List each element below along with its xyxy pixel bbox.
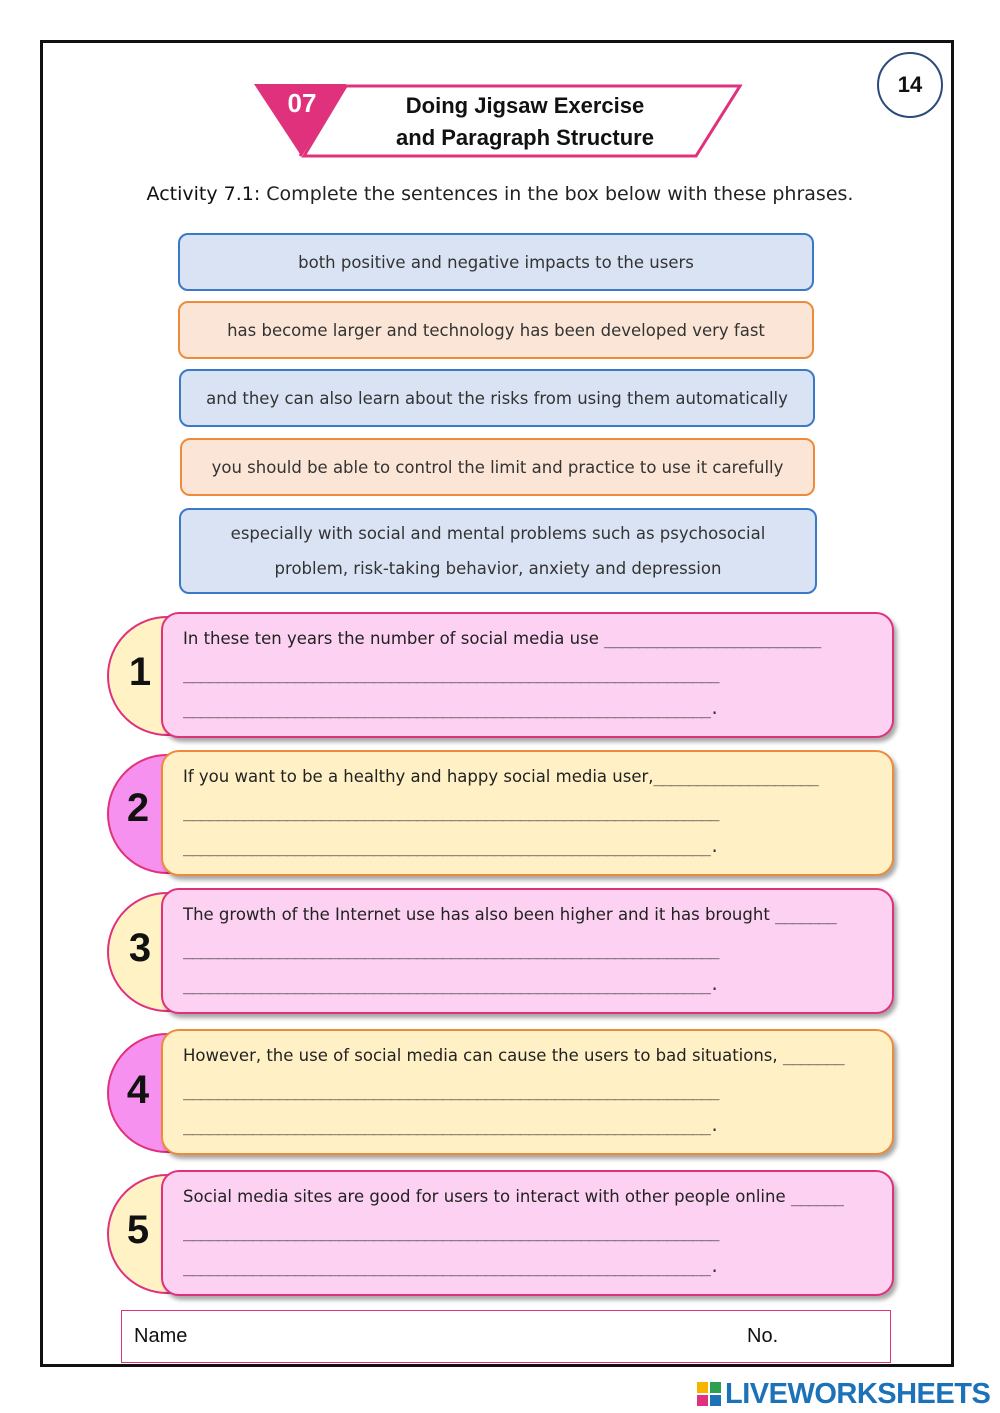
sentence-line-1	[183, 1186, 872, 1221]
answer-blank[interactable]: _______	[775, 905, 836, 924]
item-number-5: 5	[126, 1208, 150, 1252]
title-line-2: and Paragraph Structure	[396, 125, 654, 150]
name-label: Name	[134, 1325, 188, 1347]
sentence-card-1[interactable]	[161, 612, 894, 738]
phrase-box-2[interactable]	[178, 301, 814, 359]
item-number-4: 4	[126, 1068, 150, 1112]
activity-label: Activity 7.1:	[146, 183, 261, 205]
phrase-box-4[interactable]	[180, 438, 815, 496]
sentence-line-1	[183, 1045, 872, 1080]
sentence-card-2[interactable]	[161, 750, 894, 876]
phrase-text: you should be able to control the limit and practice to use it carefully	[211, 457, 784, 477]
answer-blank[interactable]: ______	[790, 1187, 843, 1206]
title-line-1: Doing Jigsaw Exercise	[405, 93, 645, 118]
answer-blank[interactable]: _________________________	[604, 629, 820, 648]
activity-instruction	[0, 183, 1000, 205]
sentence-line-1	[183, 628, 872, 663]
answer-blank-line-3[interactable]: _____________________________________________________________.	[183, 699, 719, 718]
answer-blank-line-3[interactable]: _____________________________________________________________.	[183, 975, 719, 994]
sentence-card-4[interactable]	[161, 1029, 894, 1155]
sentence-text: If you want to be a healthy and happy social media user,	[183, 767, 654, 786]
answer-blank-line-2[interactable]: ______________________________________________________________	[183, 940, 719, 959]
answer-blank-line-2[interactable]: ______________________________________________________________	[183, 664, 719, 683]
phrase-text: has become larger and technology has been developed very fast	[227, 320, 765, 340]
phrase-box-5[interactable]	[179, 508, 817, 594]
page-number-badge	[877, 52, 943, 118]
item-number-3: 3	[128, 926, 152, 970]
item-number-2: 2	[126, 786, 150, 830]
phrase-text-line-2: problem, risk-taking behavior, anxiety and depression	[274, 559, 722, 578]
answer-blank-line-3[interactable]: _____________________________________________________________.	[183, 1116, 719, 1135]
unit-number: 07	[287, 88, 317, 118]
page-title	[340, 90, 710, 154]
sentence-text: Social media sites are good for users to interact with other people online	[183, 1187, 791, 1206]
answer-blank-line-2[interactable]: ______________________________________________________________	[183, 1081, 719, 1100]
phrase-text-line-1: especially with social and mental problems such as psychosocial	[230, 524, 766, 543]
answer-blank-line-2[interactable]: ______________________________________________________________	[183, 802, 719, 821]
answer-blank-line-3[interactable]: _____________________________________________________________.	[183, 1257, 719, 1276]
answer-blank[interactable]: ___________________	[653, 767, 818, 786]
sentence-line-1	[183, 766, 872, 801]
sentence-card-3[interactable]	[161, 888, 894, 1014]
sentence-line-1	[183, 904, 872, 939]
number-label: No.	[747, 1325, 779, 1347]
activity-text: Complete the sentences in the box below with these phrases.	[260, 183, 854, 205]
page-number: 14	[897, 72, 923, 97]
item-number-1: 1	[128, 650, 152, 694]
answer-blank-line-2[interactable]: ______________________________________________________________	[183, 1222, 719, 1241]
phrase-box-3[interactable]	[179, 369, 815, 427]
sentence-text: In these ten years the number of social media use	[183, 629, 605, 648]
sentence-card-5[interactable]	[161, 1170, 894, 1296]
brand-name: LIVEWORKSHEETS	[725, 1377, 991, 1410]
sentence-text: The growth of the Internet use has also been higher and it has brought	[183, 905, 776, 924]
liveworksheets-logo-icon	[696, 1381, 722, 1407]
student-info-box	[121, 1310, 891, 1363]
answer-blank[interactable]: _______	[782, 1046, 844, 1065]
liveworksheets-brand	[696, 1378, 990, 1410]
phrase-text: and they can also learn about the risks from using them automatically	[206, 388, 788, 408]
answer-blank-line-3[interactable]: _____________________________________________________________.	[183, 837, 719, 856]
phrase-text: both positive and negative impacts to the users	[298, 252, 694, 272]
phrase-box-1[interactable]	[178, 233, 814, 291]
sentence-text: However, the use of social media can cause the users to bad situations,	[183, 1046, 783, 1065]
